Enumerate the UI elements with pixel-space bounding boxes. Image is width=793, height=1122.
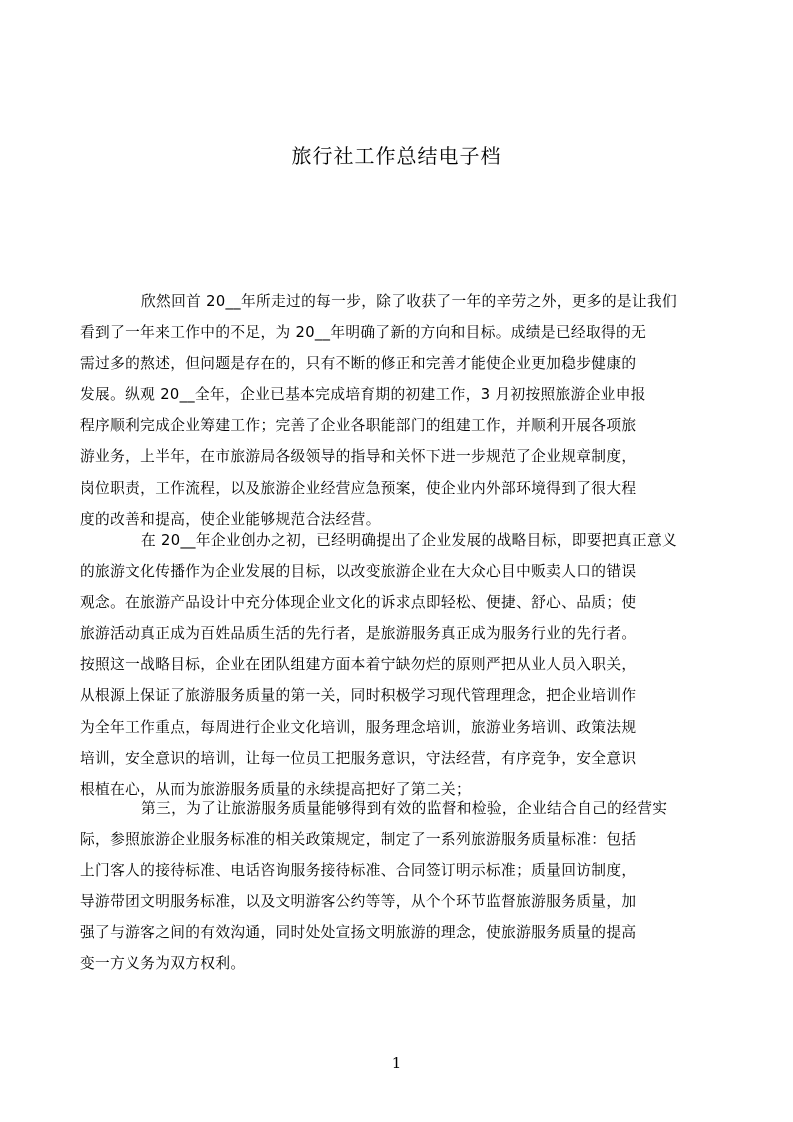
- paragraph-line: 上门客人的接待标准、电话咨询服务接待标准、合同签订明示标准；质量回访制度，: [80, 862, 637, 880]
- paragraph-line: 在 20__年企业创办之初，已经明确提出了企业发展的战略目标，即要把真正意义: [141, 532, 678, 549]
- paragraph-line: 的旅游文化传播作为企业发展的目标，以改变旅游企业在大众心目中贩卖人口的错误: [80, 563, 637, 581]
- paragraph-review: [80, 286, 698, 535]
- paragraph-line: 培训，安全意识的培训，让每一位员工把服务意识，守法经营，有序竞争，安全意识: [80, 749, 637, 767]
- page-number: 1: [391, 1054, 402, 1072]
- paragraph-line: 程序顺利完成企业筹建工作；完善了企业各职能部门的组建工作，并顺利开展各项旅: [80, 417, 637, 435]
- paragraph-strategy: [80, 525, 698, 805]
- paragraph-line: 欣然回首 20__年所走过的每一步，除了收获了一年的辛劳之外，更多的是让我们: [141, 293, 678, 310]
- paragraph-line: 第三，为了让旅游服务质量能够得到有效的监督和检验，企业结合自己的经营实: [141, 800, 668, 817]
- paragraph-quality-standards: [80, 793, 698, 980]
- document-title: 旅行社工作总结电子档: [291, 144, 502, 168]
- paragraph-line: 从根源上保证了旅游服务质量的第一关，同时积极学习现代管理理念，把企业培训作: [80, 687, 637, 705]
- paragraph-line: 导游带团文明服务标准，以及文明游客公约等等，从个个环节监督旅游服务质量，加: [80, 893, 637, 911]
- paragraph-line: 需过多的熬述，但问题是存在的，只有不断的修正和完善才能使企业更加稳步健康的: [80, 355, 637, 373]
- paragraph-line: 看到了一年来工作中的不足，为 20__年明确了新的方向和目标。成绩是已经取得的无: [80, 324, 647, 342]
- paragraph-line: 度的改善和提高，使企业能够规范合法经营。: [80, 510, 381, 528]
- paragraph-line: 变一方义务为双方权利。: [80, 955, 246, 973]
- paragraph-line: 旅游活动真正成为百姓品质生活的先行者，是旅游服务真正成为服务行业的先行者。: [80, 625, 637, 643]
- paragraph-line: 为全年工作重点，每周进行企业文化培训，服务理念培训，旅游业务培训、政策法规: [80, 718, 637, 736]
- paragraph-line: 按照这一战略目标，企业在团队组建方面本着宁缺勿烂的原则严把从业人员入职关，: [80, 656, 637, 674]
- paragraph-line: 观念。在旅游产品设计中充分体现企业文化的诉求点即轻松、便捷、舒心、品质；使: [80, 594, 637, 612]
- paragraph-line: 发展。纵观 20__全年，企业已基本完成培育期的初建工作，3 月初按照旅游企业申报: [80, 386, 646, 404]
- paragraph-line: 根植在心，从而为旅游服务质量的永续提高把好了第二关；: [80, 780, 471, 798]
- paragraph-line: 游业务，上半年，在市旅游局各级领导的指导和关怀下进一步规范了企业规章制度，: [80, 448, 637, 466]
- paragraph-line: 岗位职责，工作流程，以及旅游企业经营应急预案，使企业内外部环境得到了很大程: [80, 479, 637, 497]
- paragraph-line: 际，参照旅游企业服务标准的相关政策规定，制定了一系列旅游服务质量标准：包括: [80, 831, 637, 849]
- paragraph-line: 强了与游客之间的有效沟通，同时处处宣扬文明旅游的理念，使旅游服务质量的提高: [80, 924, 637, 942]
